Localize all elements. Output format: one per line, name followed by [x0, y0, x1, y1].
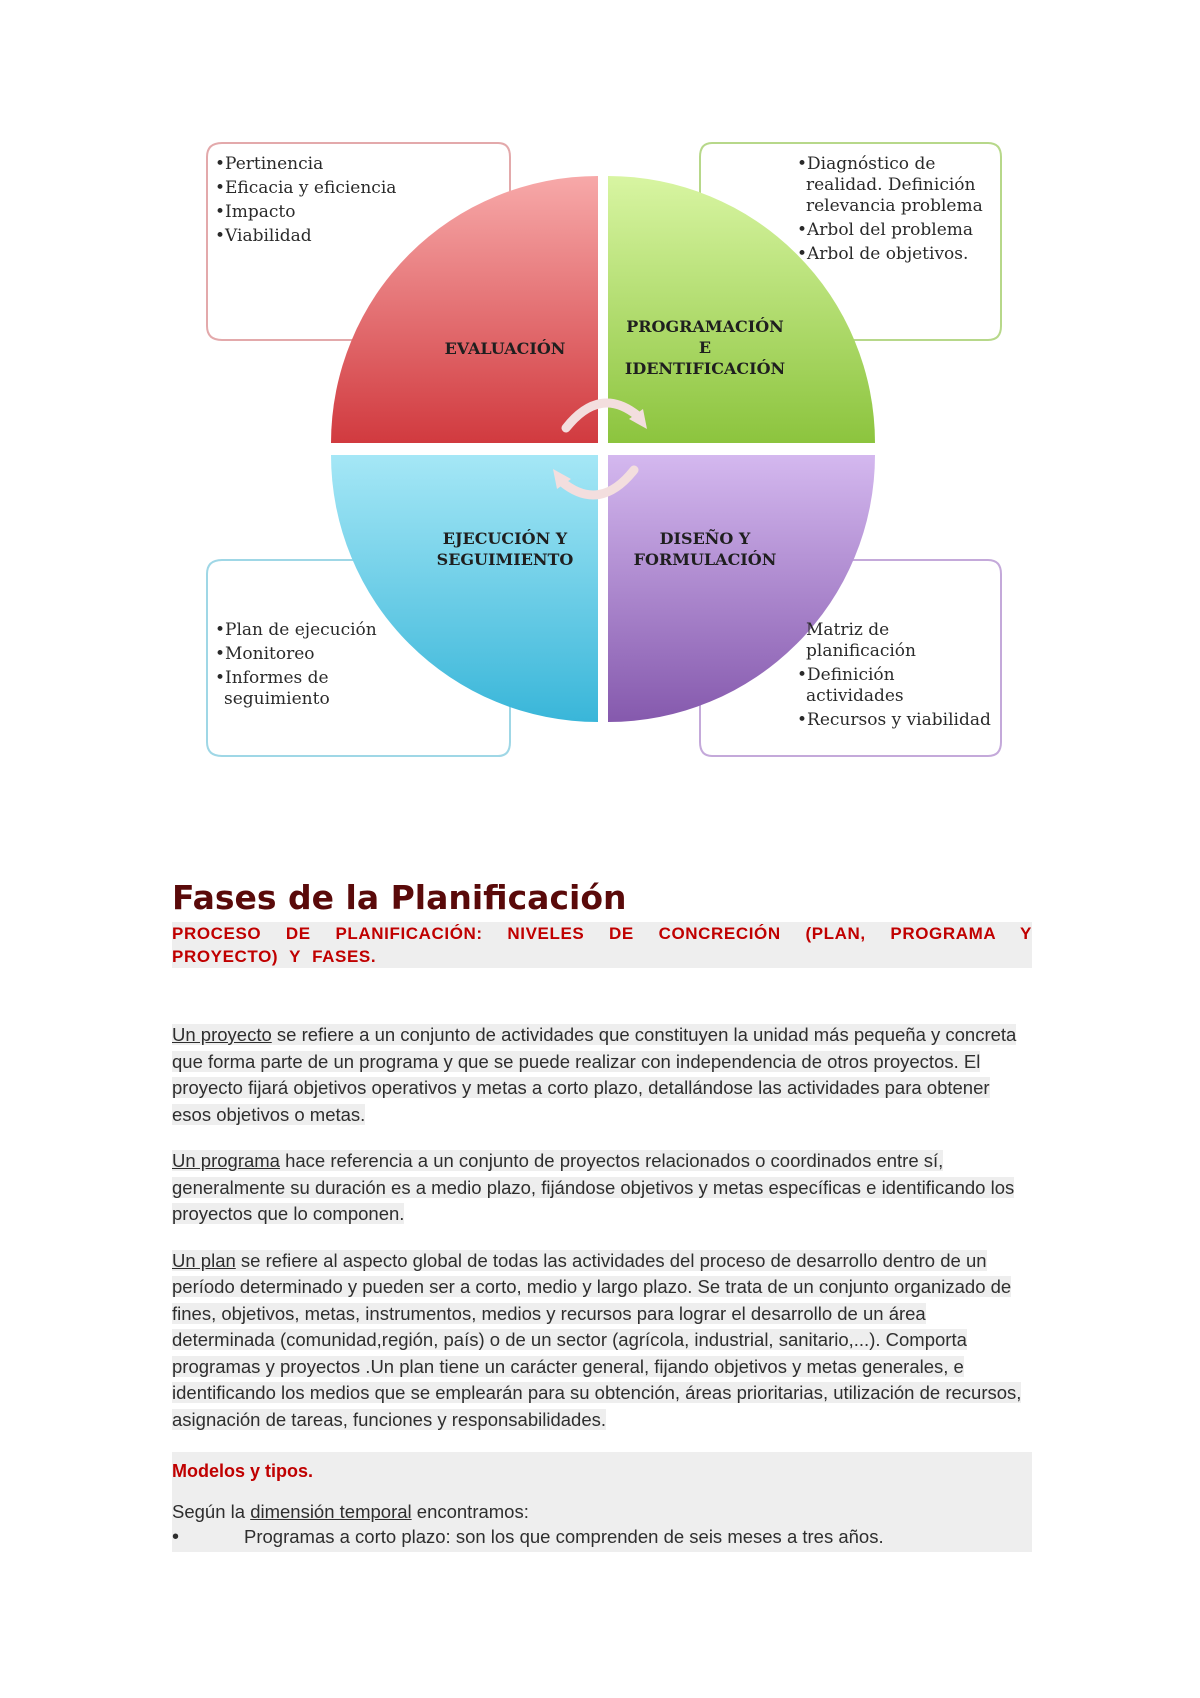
bullet-icon: • [172, 1526, 180, 1548]
note-line: Matriz de [806, 620, 890, 640]
term-proyecto: Un proyecto [172, 1024, 272, 1045]
models-title: Modelos y tipos. [172, 1461, 314, 1481]
note-line: •Arbol de objetivos. [797, 244, 969, 264]
paragraph-text: hace referencia a un conjunto de proyectos relacionados o coordinados entre sí, generalmente su duración es a medio plazo, fijándose objetivos y metas específicas e identificando los proyectos que lo componen. [172, 1150, 1015, 1224]
term-plan: Un plan [172, 1249, 236, 1271]
quadrant-label-diseno [605, 528, 805, 570]
note-line: actividades [806, 686, 904, 706]
quadrant-label-ejecucion [405, 528, 605, 570]
quadrant-label-line: E [698, 338, 712, 357]
document-body [172, 878, 1032, 1552]
planning-cycle-diagram [0, 0, 1200, 780]
paragraph-text: se refiere a un conjunto de actividades que constituyen la unidad más pequeña y concreta que forma parte de un programa y que se puede realizar con independencia de otros proyectos. El proyecto fijará objetivos operativos y metas a corto plazo, detallándose las actividades para obtener esos objetivos o metas. [172, 1024, 1017, 1125]
quadrant-label-line: EVALUACIÓN [444, 339, 566, 358]
note-bottom-left [215, 620, 377, 710]
quadrant-label-line: EJECUCIÓN Y [442, 529, 568, 548]
temporal-intro [172, 1500, 1032, 1524]
note-line: •Definición [797, 665, 895, 685]
quadrant-label-programacion [610, 316, 800, 379]
note-line: •Informes de [215, 668, 329, 688]
note-line: •Plan de ejecución [215, 620, 377, 640]
note-line: •Arbol del problema [797, 220, 974, 240]
term-programa: Un programa [172, 1150, 280, 1171]
note-line: relevancia problema [806, 196, 983, 216]
models-section [172, 1452, 1032, 1552]
note-line: •Diagnóstico de [797, 154, 936, 174]
note-line: •Pertinencia [215, 154, 324, 174]
paragraph-programa [172, 1148, 1032, 1228]
section-subtitle: PROCESO DE PLANIFICACIÓN: NIVELES DE CONCRECIÓN (PLAN, PROGRAMA Y PROYECTO) Y FASES. [172, 924, 1032, 966]
quadrant-label-evaluacion [405, 338, 605, 359]
note-line: •Eficacia y eficiencia [215, 178, 397, 198]
note-line: realidad. Definición [806, 175, 976, 195]
note-line: •Impacto [215, 202, 296, 222]
list-item [172, 1524, 1032, 1550]
paragraph-text: se refiere al aspecto global de todas las actividades del proceso de desarrollo dentro de un período determinado y pueden ser a corto, medio y largo plazo. Se trata de un conjunto organizado de fines, objetivos, metas, instrumentos, medios y recursos para lograr el desarrollo de un área determinada (comunidad,región, país) o de un sector (agrícola, industrial, sanitario,...). Comporta programas y proyectos .Un plan tiene un carácter general, fijando objetivos y metas generales, e identificando los medios que se emplearán para su obtención, áreas prioritarias, utilización de recursos, asignación de tareas, funciones y responsabilidades. [172, 1249, 1022, 1430]
paragraph-plan [172, 1248, 1032, 1434]
quadrant-label-line: DISEÑO Y [659, 529, 751, 548]
paragraph-proyecto [172, 1022, 1032, 1128]
note-line: planificación [806, 641, 916, 661]
intro-prefix: Según la [172, 1501, 251, 1522]
quadrant-label-line: FORMULACIÓN [633, 550, 777, 569]
note-line: •Viabilidad [215, 226, 312, 246]
note-bottom-right [797, 620, 991, 731]
quadrant-label-line: PROGRAMACIÓN [626, 317, 784, 336]
term-dimension-temporal: dimensión temporal [250, 1501, 412, 1522]
diagram-graphic [0, 0, 1200, 780]
note-line: •Recursos y viabilidad [797, 710, 991, 730]
note-line: •Monitoreo [215, 644, 315, 664]
note-line: seguimiento [224, 689, 330, 709]
note-top-left [215, 154, 396, 247]
list-item-text: Programas a corto plazo: son los que comprenden de seis meses a tres años. [244, 1526, 884, 1547]
intro-suffix: encontramos: [411, 1501, 529, 1522]
quadrant-label-line: SEGUIMIENTO [436, 550, 574, 569]
page-title: Fases de la Planificación [172, 878, 627, 917]
note-top-right [797, 154, 983, 265]
quadrant-label-line: IDENTIFICACIÓN [624, 359, 786, 378]
